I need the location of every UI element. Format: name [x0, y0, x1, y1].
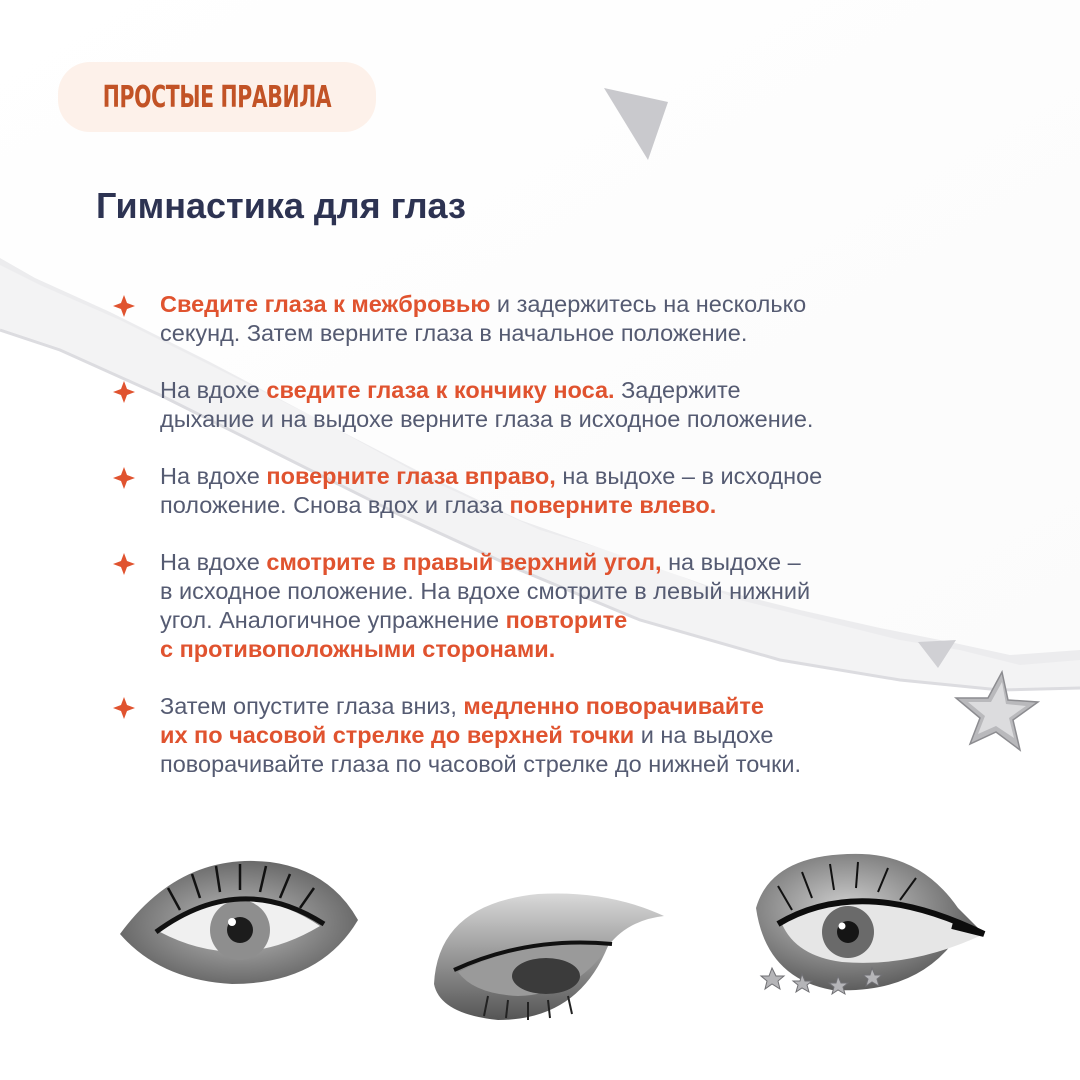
- plus-sparkle-icon: [112, 696, 136, 720]
- rule-text: На вдохе: [160, 549, 267, 575]
- highlight-text: повторите: [505, 607, 628, 633]
- list-item: [112, 376, 962, 434]
- list-item: [112, 692, 962, 779]
- plus-sparkle-icon: [112, 466, 136, 490]
- star-icon: [950, 668, 1042, 752]
- highlight-text: Сведите глаза к межбровью: [160, 291, 491, 317]
- rule-text: угол. Аналогичное упражнение: [160, 607, 506, 633]
- list-item: [112, 462, 962, 520]
- rule-text: На вдохе: [160, 463, 267, 489]
- list-item: [112, 548, 962, 664]
- plus-sparkle-icon: [112, 294, 136, 318]
- rule-text: на выдохе – в исходное: [555, 463, 823, 489]
- rule-text: положение. Снова вдох и глаза: [160, 492, 510, 518]
- eye-illustration: [120, 852, 360, 988]
- rule-text: в исходное положение. На вдохе смотрите в левый нижний: [160, 578, 811, 604]
- rule-text: Задержите: [614, 377, 741, 403]
- highlight-text: медленно поворачивайте: [463, 693, 764, 719]
- section-badge: [58, 62, 376, 132]
- highlight-text: их по часовой стрелке до верхней точки: [160, 722, 635, 748]
- eye-illustration: [752, 848, 988, 996]
- rule-text: дыхание и на выдохе верните глаза в исходное положение.: [160, 406, 814, 432]
- badge-label: ПРОСТЫЕ ПРАВИЛА: [102, 79, 332, 115]
- highlight-text: поверните влево.: [509, 492, 717, 518]
- rule-text: на выдохе –: [661, 549, 801, 575]
- rules-list: [112, 290, 962, 807]
- eye-illustration: [428, 884, 668, 1024]
- highlight-text: поверните глаза вправо,: [266, 463, 556, 489]
- list-item: [112, 290, 962, 348]
- rule-text: На вдохе: [160, 377, 267, 403]
- highlight-text: сведите глаза к кончику носа.: [266, 377, 615, 403]
- page-title: Гимнастика для глаз: [96, 185, 466, 226]
- rule-text: Затем опустите глаза вниз,: [160, 693, 464, 719]
- rule-text: и на выдохе: [634, 722, 774, 748]
- rule-text: и задержитесь на несколько: [490, 291, 807, 317]
- plus-sparkle-icon: [112, 552, 136, 576]
- highlight-text: смотрите в правый верхний угол,: [266, 549, 662, 575]
- rule-text: поворачивайте глаза по часовой стрелке до нижней точки.: [160, 751, 802, 777]
- plus-sparkle-icon: [112, 380, 136, 404]
- rule-text: секунд. Затем верните глаза в начальное положение.: [160, 320, 748, 346]
- highlight-text: с противоположными сторонами.: [160, 636, 556, 662]
